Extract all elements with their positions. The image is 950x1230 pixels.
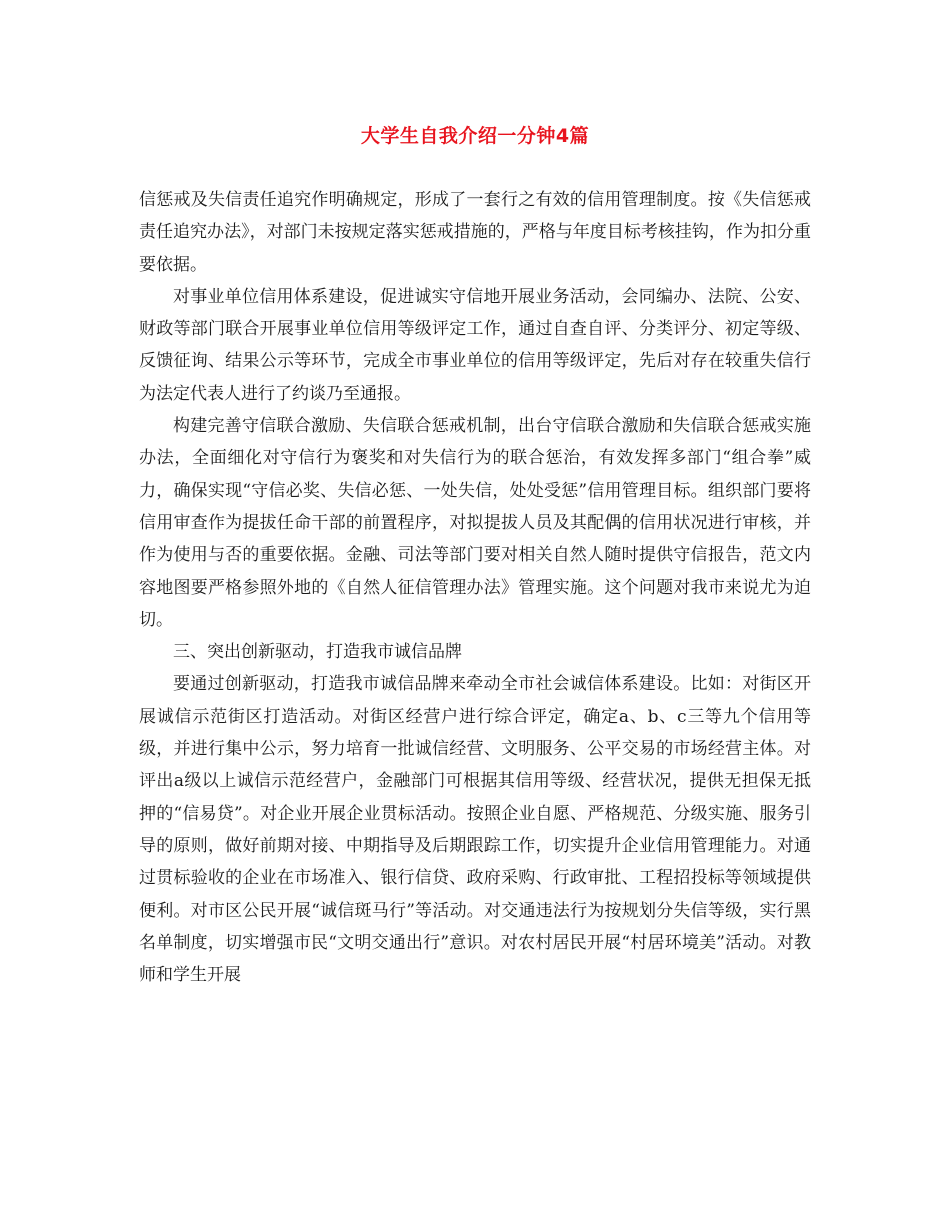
paragraph: 信惩戒及失信责任追究作明确规定，形成了一套行之有效的信用管理制度。按《失信惩戒责任追究办法》，对部门未按规定落实惩戒措施的，严格与年度目标考核挂钩，作为扣分重要依据。 <box>139 190 811 275</box>
section-heading: 三、突出创新驱动，打造我市诚信品牌 <box>173 642 462 663</box>
paragraph: 构建完善守信联合激励、失信联合惩戒机制，出台守信联合激励和失信联合惩戒实施办法，全面细化对守信行为褒奖和对失信行为的联合惩治，有效发挥多部门“组合拳”威力，确保实现“守信必奖、失信必惩、一处失信，处处受惩”信用管理目标。组织部门要将信用审查作为提拔任命干部的前置程序，对拟提拔人员及其配偶的信用状况进行审核，并作为使用与否的重要依据。金融、司法等部门要对相关自然人随时提供守信报告，范文内容地图要严格参照外地的《自然人征信管理办法》管理实施。这个问题对我市来说尤为迫切。 <box>139 416 811 630</box>
document-title: 大学生自我介绍一分钟4篇 <box>360 125 590 147</box>
paragraph: 要通过创新驱动，打造我市诚信品牌来牵动全市社会诚信体系建设。比如：对街区开展诚信示范街区打造活动。对街区经营户进行综合评定，确定a、b、c三等九个信用等级，并进行集中公示，努力培育一批诚信经营、文明服务、公平交易的市场经营主体。对评出a级以上诚信示范经营户，金融部门可根据其信用等级、经营状况，提供无担保无抵押的“信易贷”。对企业开展企业贯标活动。按照企业自愿、严格规范、分级实施、服务引导的原则，做好前期对接、中期指导及后期跟踪工作，切实提升企业信用管理能力。对通过贯标验收的企业在市场准入、银行信贷、政府采购、行政审批、工程招投标等领域提供便利。对市区公民开展“诚信斑马行”等活动。对交通违法行为按规划分失信等级，实行黑名单制度，切实增强市民“文明交通出行”意识。对农村居民开展“村居环境美”活动。对教师和学生开展 <box>139 674 811 986</box>
paragraph: 对事业单位信用体系建设，促进诚实守信地开展业务活动，会同编办、法院、公安、财政等部门联合开展事业单位信用等级评定工作，通过自查自评、分类评分、初定等级、反馈征询、结果公示等环节，完成全市事业单位的信用等级评定，先后对存在较重失信行为法定代表人进行了约谈乃至通报。 <box>139 286 811 404</box>
document-body <box>139 184 811 991</box>
